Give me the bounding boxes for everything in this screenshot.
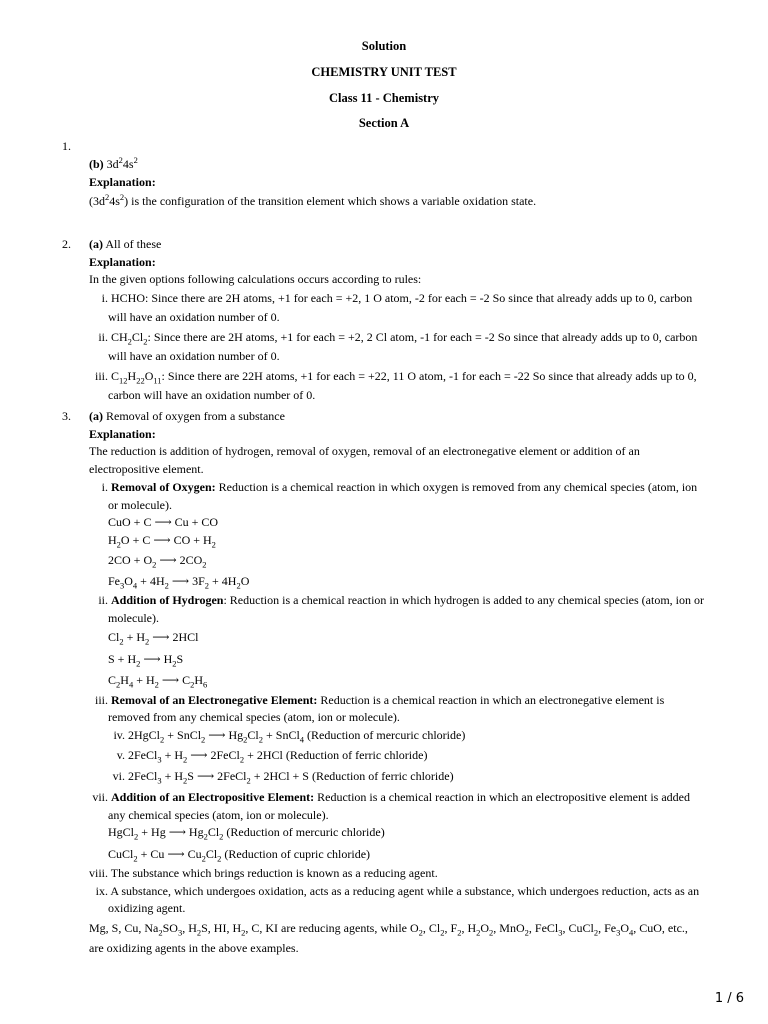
q1-answer: (b) $3d^24s^2$ — [89, 155, 138, 171]
q1-explanation-label: Explanation: — [89, 174, 156, 189]
q3-block: (a) Removal of oxygen from a substance Explanation: The reduction is addition of hydrogen, removal of oxygen, removal of an electronegative element or addition of an electropositive element. i. Removal of Oxygen: Reduction is a chemical reaction in which oxygen is removed from any chemical species (atom, ion or molecule). CuO + C ⟶ Cu + CO $H_2O + C$ ⟶ CO + $H_2$ $2CO + O_2$ ⟶ $2CO_2$ $Fe_3O_4 + 4H_2$ ⟶ $3F_2 + 4H_2O$ ii. Addition of Hydrogen: Reduction is a chemical reaction in which hydrogen is added to any chemical species (atom, ion or molecule). $Cl_2 + H_2$ ⟶ 2HCl $S + H_2$ ⟶ $H_2S$ $C_2H_4 + H_2$ ⟶ $C_2H_6$ iii. Removal of an Electronegative Element: Reduction is a chemical reaction in which an electronegative element is removed from any chemical species (atom, ion or molecule). iv. 2HgCl$_2$ + SnCl$_2$ ⟶ $Hg_2Cl_2$ + SnCl$_4$ (Reduction of mercuric chloride) v. 2FeCl$_3$ + $H_2$ ⟶ 2FeCl$_2$ + 2HCl (Reduction of ferric chloride) vi. 2FeCl$_3$ + $H_2S$ ⟶ 2FeCl$_2$ + 2HCl + S (Reduction of ferric chloride) vii. Addition of an Electropositive Element: Reduction is a chemical reaction in which an electropositive element is added any chemical species (atom, ion or molecule). HgCl$_2$ + Hg ⟶ $Hg_2Cl_2$ (Reduction of mercuric chloride) CuCl$_2$ + Cu ⟶ $Cu_2Cl_2$ (Reduction of cupric chloride) viii. The substance which brings reduction is known as a reducing agent. ix. A substance, which undergoes oxidation, acts as a reducing agent while a substance, which undergoes reduction, acts as an oxidizing agent. Mg, S, Cu, $Na_2SO_3$, $H_2S$, HI, $H_2$, C, KI are reducing agents, while $O_2$, $Cl_2$, $F_2$, $H_2O_2$, MnO$_2$, FeCl$_3$, CuCl$_2$, $Fe_3O_4$, CuO, etc., are oxidizing agents in the above examples. — [89, 409, 704, 955]
doc-title: Solution — [361, 39, 407, 53]
q2-block: (a) All of these Explanation: In the given options following calculations occurs according to rules: i. HCHO: Since there are 2H atoms, +1 for each = +2, 1 O atom, -2 for each = -2 So since that already adds up to 0, carbon will have an oxidation number of 0. ii. $CH_2Cl_2$: Since there are 2H atoms, +1 for each = +2, 2 Cl atom, -1 for each = -2 So since that already adds up to 0, carbon will have an oxidation number of 0. iii. $C_{12}H_{22}O_{11}$: Since there are 22H atoms, +1 for each = +22, 11 O atom, -1 for each = -22 So since that already adds up to 0, carbon will have an oxidation number of 0. — [89, 237, 698, 402]
q3-number: 3. — [62, 409, 71, 423]
q1-block — [89, 156, 734, 211]
q1-explanation: $(3d^24s^2)$ is the configuration of the transition element which shows a variable oxidation state. — [89, 192, 537, 208]
q1-number: 1. — [62, 139, 71, 153]
q2-number: 2. — [62, 237, 71, 251]
test-title: CHEMISTRY UNIT TEST — [311, 65, 457, 79]
page-number: 1 / 6 — [714, 991, 744, 1006]
class-title: Class 11 - Chemistry — [328, 91, 440, 105]
section-title: Section A — [358, 116, 410, 130]
